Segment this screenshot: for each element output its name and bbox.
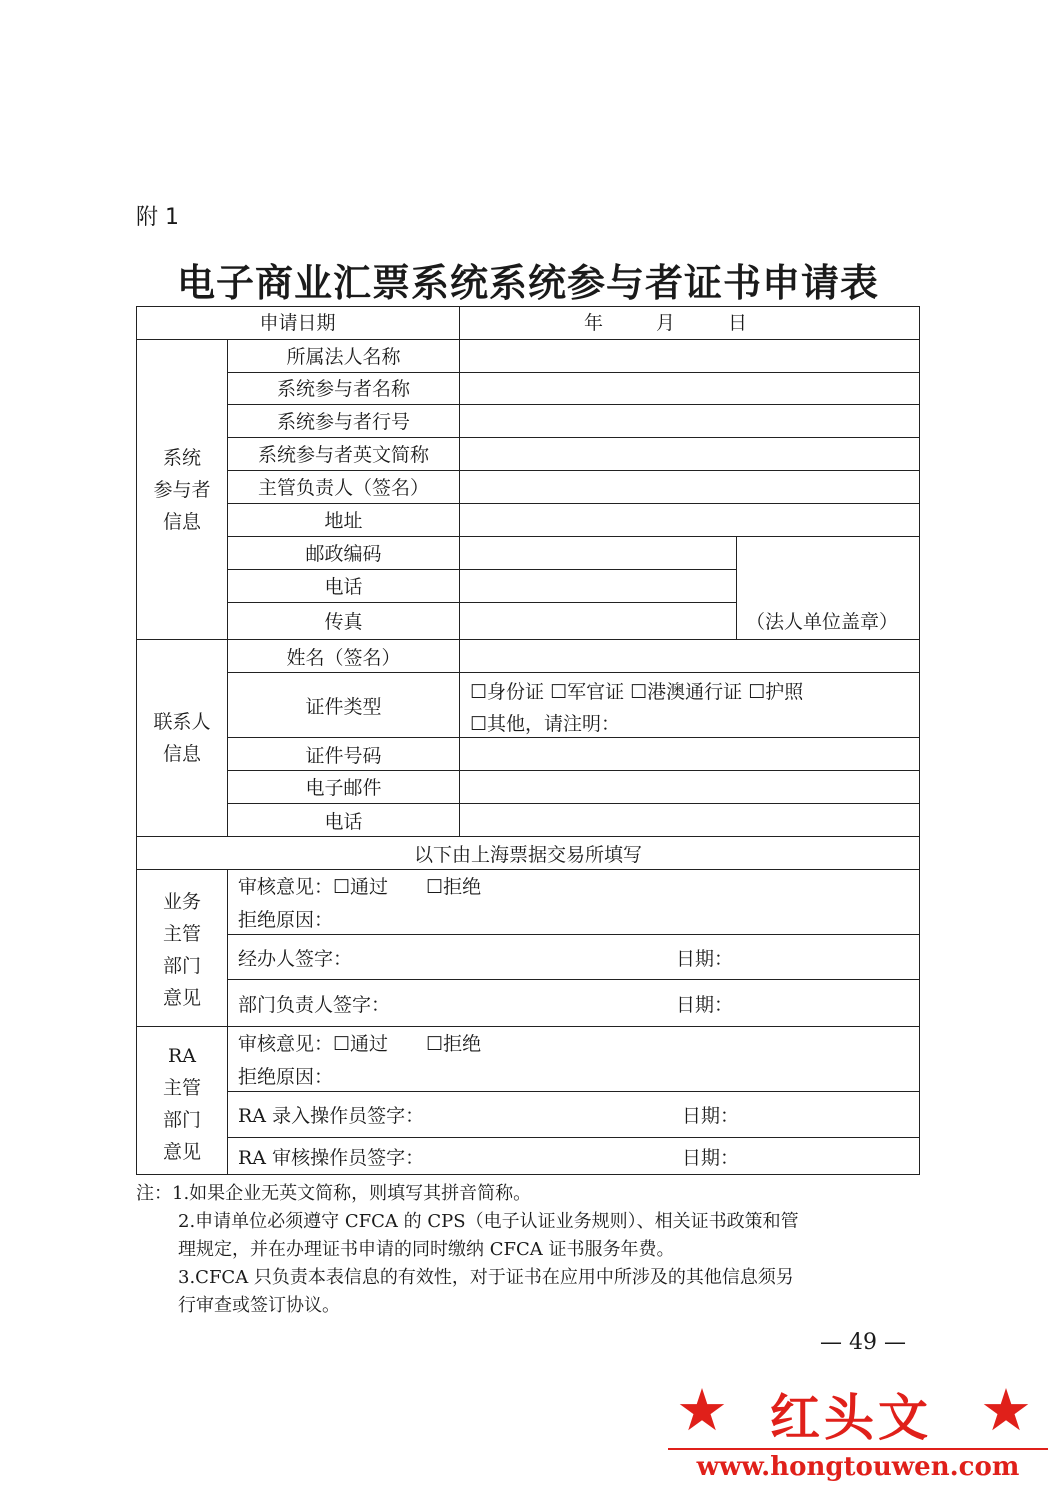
dept-head-sign: 部门负责人签字： <box>238 994 391 1016</box>
row-line <box>136 836 920 837</box>
handler-date: 日期： <box>676 948 734 970</box>
row-line <box>227 803 920 804</box>
row-line <box>227 404 920 405</box>
field-fax: 传真 <box>324 611 363 633</box>
col-line <box>227 869 228 1174</box>
row-line <box>227 602 736 603</box>
row-line <box>136 869 920 870</box>
field-participant-name: 系统参与者名称 <box>276 378 410 400</box>
note-2: 2.申请单位必须遵守 CFCA 的 CPS（电子认证业务规则）、相关证书政策和管 <box>178 1211 799 1232</box>
application-form <box>136 306 920 1174</box>
notes <box>136 1180 926 1320</box>
watermark-url: www.hongtouwen.com <box>696 1452 1020 1482</box>
field-english-abbr: 系统参与者英文简称 <box>257 444 429 466</box>
row-line <box>227 979 920 980</box>
note-1: 注：1.如果企业无英文简称，则填写其拼音简称。 <box>136 1183 532 1204</box>
dept-head-date: 日期： <box>676 994 734 1016</box>
contact-phone: 电话 <box>324 811 363 833</box>
ra-reject-reason: 拒绝原因： <box>238 1066 334 1088</box>
field-phone: 电话 <box>324 576 363 598</box>
row-line <box>227 672 920 673</box>
field-legal-entity-name: 所属法人名称 <box>286 346 401 368</box>
id-type-other[interactable]: ☐其他，请注明： <box>470 713 621 735</box>
participant-section-label: 系统 参与者 信息 <box>153 447 211 533</box>
row-line <box>227 503 920 504</box>
seal-note: （法人单位盖章） <box>746 611 899 633</box>
apply-date-label: 申请日期 <box>259 312 336 334</box>
ra-section-label: RA 主管 部门 意见 <box>162 1045 201 1163</box>
id-type-options[interactable]: ☐身份证 ☐军官证 ☐港澳通行证 ☐护照 <box>470 681 804 703</box>
row-line <box>227 372 920 373</box>
watermark-text: 红头文 <box>770 1388 932 1447</box>
star-icon: ★ <box>980 1376 1032 1444</box>
note-3: 3.CFCA 只负责本表信息的有效性，对于证书在应用中所涉及的其他信息须另 <box>178 1267 794 1288</box>
business-review-opinion[interactable]: 审核意见：☐通过 ☐拒绝 <box>238 876 482 898</box>
date-day: 日 <box>728 312 748 334</box>
row-line <box>227 569 736 570</box>
note-2-cont: 理规定，并在办理证书申请的同时缴纳 CFCA 证书服务年费。 <box>178 1239 675 1260</box>
handler-sign: 经办人签字： <box>238 948 353 970</box>
exchange-fill-note: 以下由上海票据交易所填写 <box>413 844 642 866</box>
page-number: — 49 — <box>820 1330 906 1355</box>
row-line <box>227 934 920 935</box>
ra-entry-sign: RA 录入操作员签字： <box>238 1105 425 1127</box>
business-section-label: 业务 主管 部门 意见 <box>162 891 201 1009</box>
attachment-label: 附 1 <box>136 205 179 230</box>
ra-review-sign: RA 审核操作员签字： <box>238 1147 425 1169</box>
row-line <box>227 536 920 537</box>
row-line <box>227 770 920 771</box>
watermark-divider <box>668 1448 1048 1450</box>
ra-review-opinion[interactable]: 审核意见：☐通过 ☐拒绝 <box>238 1033 482 1055</box>
contact-name-sign: 姓名（签名） <box>286 647 401 669</box>
row-line <box>227 437 920 438</box>
table-border-left <box>136 306 137 1174</box>
row-line <box>136 639 920 640</box>
form-title: 电子商业汇票系统系统参与者证书申请表 <box>176 261 879 305</box>
ra-review-date: 日期： <box>682 1147 740 1169</box>
note-3-cont: 行审查或签订协议。 <box>178 1295 340 1316</box>
row-line <box>136 1026 920 1027</box>
date-month: 月 <box>656 312 676 334</box>
col-line <box>459 306 460 339</box>
ra-entry-date: 日期： <box>682 1105 740 1127</box>
field-participant-bank-no: 系统参与者行号 <box>276 411 410 433</box>
row-line <box>227 1137 920 1138</box>
star-icon: ★ <box>676 1376 728 1444</box>
row-line <box>136 339 920 340</box>
field-supervisor-sign: 主管负责人（签名） <box>257 477 429 499</box>
row-line <box>227 1091 920 1092</box>
date-year: 年 <box>584 312 604 334</box>
field-postal-code: 邮政编码 <box>305 543 382 565</box>
col-line <box>736 536 737 639</box>
contact-id-number: 证件号码 <box>305 745 382 767</box>
contact-email: 电子邮件 <box>305 777 382 799</box>
col-line <box>459 339 460 639</box>
contact-id-type: 证件类型 <box>305 696 382 718</box>
table-border-top <box>136 306 920 307</box>
row-line <box>227 470 920 471</box>
row-line <box>227 737 920 738</box>
business-reject-reason: 拒绝原因： <box>238 909 334 931</box>
field-address: 地址 <box>324 510 363 532</box>
contact-section-label: 联系人 信息 <box>153 711 211 765</box>
table-border-bottom <box>136 1174 920 1175</box>
